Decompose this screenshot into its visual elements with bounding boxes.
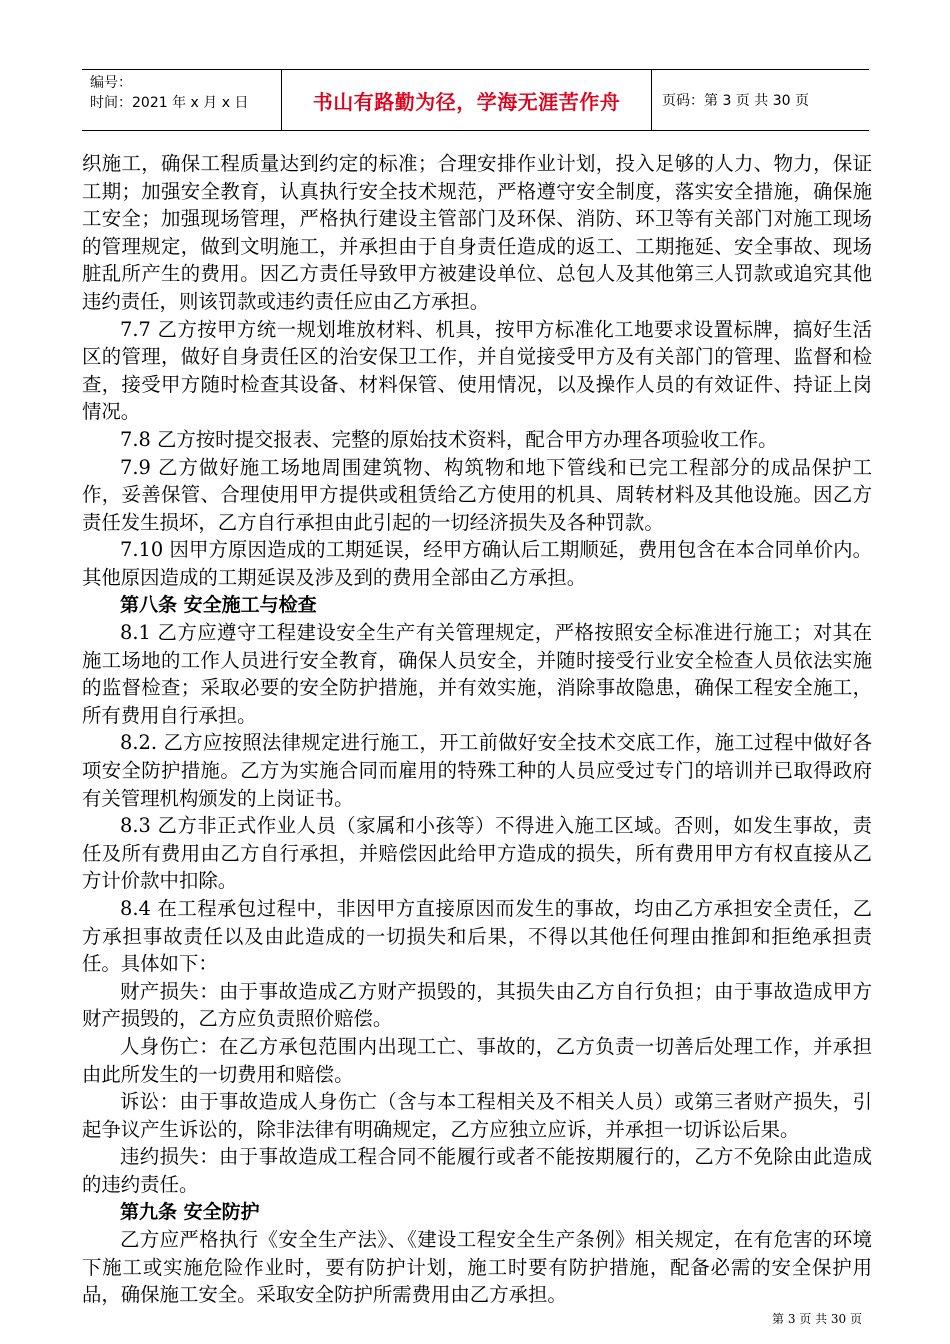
clause-7-10: 7.10 因甲方原因造成的工期延误，经甲方确认后工期顺延，费用包含在本合同单价内。其他原因造成的工期延误及涉及到的费用全部由乙方承担。 <box>82 538 872 589</box>
header-motto-cell <box>282 70 652 130</box>
clause-8-2: 8.2. 乙方应按照法律规定进行施工，开工前做好安全技术交底工作，施工过程中做好各项安全防护措施。乙方为实施合同而雇用的特殊工种的人员应受过专门的培训并已取得政府有关管理机构颁发的上岗证书。 <box>82 731 872 810</box>
clause-7-9: 7.9 乙方做好施工场地周围建筑物、构筑物和地下管线和已完工程部分的成品保护工作，妥善保管、合理使用甲方提供或租赁给乙方使用的机具、周转材料及其他设施。因乙方责任发生损坏，乙方自行承担由此引起的一切经济损失及各种罚款。 <box>82 455 872 534</box>
article-9-body: 乙方应严格执行《安全生产法》、《建设工程安全生产条例》相关规定，在有危害的环境下施工或实施危险作业时，要有防护计划，施工时要有防护措施，配备必需的安全保护用品，确保施工安全。采取安全防护所需费用由乙方承担。 <box>82 1228 872 1307</box>
article-9-heading: 第九条 安全防护 <box>120 1200 260 1223</box>
header-meta <box>82 70 282 130</box>
item-litigation: 诉讼：由于事故造成人身伤亡（含与本工程相关及不相关人员）或第三者财产损失，引起争议产生诉讼的，除非法律有明确规定，乙方应独立应诉，并承担一切诉讼后果。 <box>82 1090 872 1141</box>
page-header <box>82 69 869 131</box>
item-personal-injury: 人身伤亡：在乙方承包范围内出现工亡、事故的，乙方负责一切善后处理工作，并承担由此所发生的一切费用和赔偿。 <box>82 1035 872 1086</box>
clause-7-8: 7.8 乙方按时提交报表、完整的原始技术资料，配合甲方办理各项验收工作。 <box>120 427 778 451</box>
document-number-label: 编号： <box>90 75 132 91</box>
paragraph-continued: 织施工，确保工程质量达到约定的标准；合理安排作业计划，投入足够的人力、物力，保证工期；加强安全教育，认真执行安全技术规范，严格遵守安全制度，落实安全措施，确保施工安全；加强现场管理，严格执行建设主管部门及环保、消防、环卫等有关部门对施工现场的管理规定，做到文明施工，并承担由于自身责任造成的返工、工期拖延、安全事故、现场脏乱所产生的费用。因乙方责任导致甲方被建设单位、总包人及其他第三人罚款或追究其他违约责任，则该罚款或违约责任应由乙方承担。 <box>82 152 872 313</box>
header-motto: 书山有路勤为径，学海无涯苦作舟 <box>312 89 621 114</box>
article-8-heading: 第八条 安全施工与检查 <box>120 593 317 616</box>
footer-page-number: 第 3 页 共 30 页 <box>772 1312 862 1326</box>
document-time-label: 时间：2021 年 x 月 x 日 <box>90 95 249 111</box>
clause-7-7: 7.7 乙方按甲方统一规划堆放材料、机具，按甲方标准化工地要求设置标牌，搞好生活区的管理，做好自身责任区的治安保卫工作，并自觉接受甲方及有关部门的管理、监督和检查，接受甲方随时检查其设备、材料保管、使用情况，以及操作人员的有效证件、持证上岗情况。 <box>82 317 872 424</box>
item-breach-loss: 违约损失：由于事故造成工程合同不能履行或者不能按期履行的，乙方不免除由此造成的违约责任。 <box>82 1145 872 1196</box>
clause-8-4: 8.4 在工程承包过程中，非因甲方直接原因而发生的事故，均由乙方承担安全责任，乙方承担事故责任以及由此造成的一切损失和后果，不得以其他任何理由推卸和拒绝承担责任。具体如下： <box>82 897 872 976</box>
item-property-loss: 财产损失：由于事故造成乙方财产损毁的，其损失由乙方自行负担；由于事故造成甲方财产损毁的，乙方应负责照价赔偿。 <box>82 979 872 1031</box>
header-page-number: 页码：第 3 页 共 30 页 <box>662 93 809 109</box>
document-body <box>82 150 872 1309</box>
clause-8-1: 8.1 乙方应遵守工程建设安全生产有关管理规定，严格按照安全标准进行施工；对其在施工场地的工作人员进行安全教育，确保人员安全，并随时接受行业安全检查人员依法实施的监督检查；采取必要的安全防护措施，并有效实施，消除事故隐患，确保工程安全施工，所有费用自行承担。 <box>82 621 872 727</box>
header-page-cell <box>652 70 869 130</box>
clause-8-3: 8.3 乙方非正式作业人员（家属和小孩等）不得进入施工区域。否则，如发生事故，责任及所有费用由乙方自行承担，并赔偿因此给甲方造成的损失，所有费用甲方有权直接从乙方计价款中扣除。 <box>82 814 872 893</box>
